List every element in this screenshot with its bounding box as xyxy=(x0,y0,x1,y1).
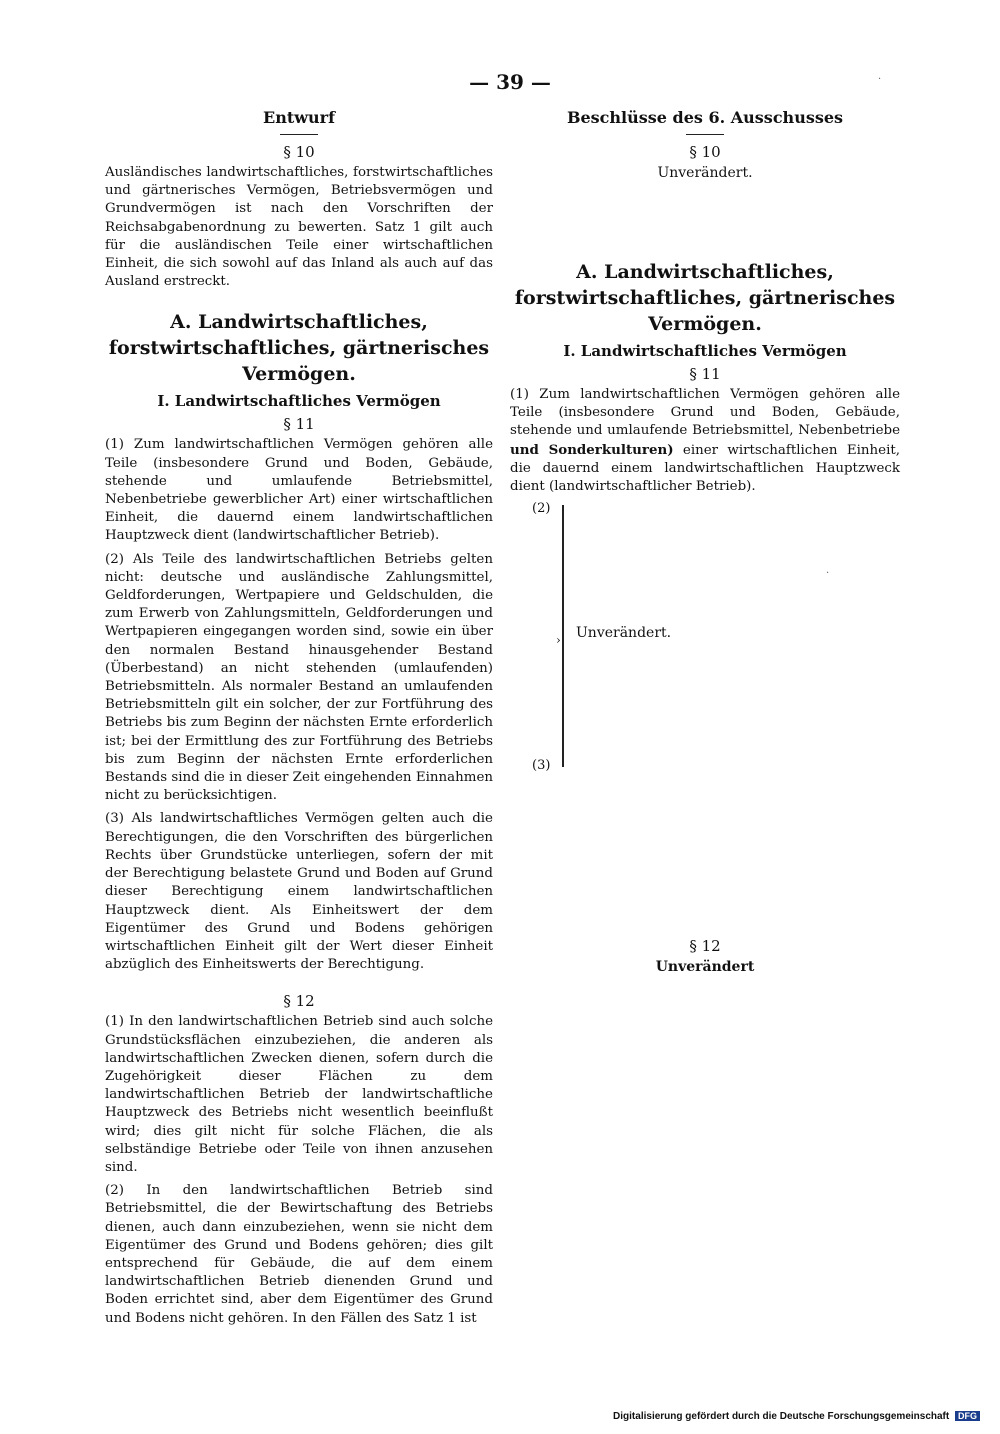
right-s11-paragraph-1 xyxy=(510,386,900,496)
footer-text: Digitalisierung gefördert durch die Deutsche Forschungsgemeinschaft xyxy=(613,1411,950,1422)
right-column-committee xyxy=(510,105,900,977)
left-s10-heading: § 10 xyxy=(283,143,315,161)
title-rule xyxy=(280,134,318,135)
left-s11-paragraph-2: (2) Als Teile des landwirtschaftlichen Betriebs gelten nicht: deutsche und ausländische Zahlungsmittel, Geldforderungen, Wertpapiere und Geldschulden, die zum Erwerb von Zahlungsmitteln, Geldforderungen und Wertpapieren eingegangen worden sind, sowie ein über den normalen Bestand hinausgehender Bestand (Überbestand) an nicht stehenden (umlaufenden) Betriebsmitteln. Als normaler Bestand an umlaufenden Betriebsmitteln gilt ein solcher, der zur Fortführung des Betriebs bis zum Beginn der nächsten Ernte erforderlich ist; bei der Ermittlung des zur Fortführung des Betriebs bis zum Beginn der nächsten Ernte erforderlichen Bestands sind die in dieser Zeit eingehenden Einnahmen nicht zu berücksichtigen. xyxy=(105,551,493,804)
right-s11-heading: § 11 xyxy=(689,365,721,383)
bracket-label-3: (3) xyxy=(532,758,551,774)
right-s10-heading: § 10 xyxy=(689,143,721,161)
unchanged-bracket xyxy=(510,501,900,773)
scan-dot: · xyxy=(826,568,830,579)
right-s12-text: Unverändert xyxy=(655,959,755,976)
right-column-title: Beschlüsse des 6. Ausschusses xyxy=(566,108,844,127)
left-section-i-heading: I. Landwirtschaftliches Vermögen xyxy=(157,392,441,411)
right-s10-text: Unverändert. xyxy=(657,165,753,181)
brace-tip-icon: › xyxy=(556,633,561,648)
left-s11-heading: § 11 xyxy=(283,415,315,434)
bracket-unchanged-text: Unverändert. xyxy=(576,625,672,642)
title-rule xyxy=(686,134,724,135)
footer-credit xyxy=(613,1411,980,1422)
left-s10-text: Ausländisches landwirtschaftliches, forstwirtschaftliches und gärtnerisches Vermögen, Betriebsvermögen und Grundvermögen ist nach den Vorschriften der Reichsabgabenordnung zu bewerten. Satz 1 gilt auch für die ausländischen Teile einer wirtschaftlichen Einheit, die sich sowohl auf das Inland als auch auf das Ausland erstreckt. xyxy=(105,165,493,290)
right-s12-heading: § 12 xyxy=(689,937,721,956)
page-number: — 39 — xyxy=(469,70,551,94)
brace-line xyxy=(562,505,564,767)
right-section-i-heading: I. Landwirtschaftliches Vermögen xyxy=(563,342,847,360)
dfg-logo: DFG xyxy=(955,1411,980,1421)
left-column-draft xyxy=(105,105,493,1333)
left-section-a-heading: A. Landwirtschaftliches, forstwirtschaftliches, gärtnerisches Vermögen. xyxy=(108,311,490,386)
scan-dot: · xyxy=(878,74,882,85)
right-s11-text-b: einer wirtschaftlichen Einheit, die dauernd einem landwirtschaftlichen Hauptzweck dient (landwirtschaftlicher Betrieb). xyxy=(510,442,900,495)
left-s11-paragraph-1: (1) Zum landwirtschaftlichen Vermögen gehören alle Teile (insbesondere Grund und Boden, Gebäude, stehende und umlaufende Betriebsmittel, Nebenbetriebe gewerblicher Art) einer wirtschaftlichen Einheit, die dauernd einem landwirtschaftlichen Hauptzweck dient (landwirtschaftlicher Betrieb). xyxy=(105,437,493,544)
left-column-title: Entwurf xyxy=(263,108,335,127)
bracket-label-2: (2) xyxy=(532,501,551,517)
left-s12-heading: § 12 xyxy=(283,992,315,1011)
left-s12-paragraph-1: (1) In den landwirtschaftlichen Betrieb sind auch solche Grundstücksflächen einzubeziehen, die anderen als landwirtschaftlichen Zwecken dienen, sofern durch die Zugehörigkeit dieser Flächen zu dem landwirtschaftlichen Betrieb der landwirtschaftliche Hauptzweck des Betriebs nicht wesentlich beeinflußt wird; dies gilt nicht für solche Flächen, die als selbständige Betriebe oder Teile von ihnen anzusehen sind. xyxy=(105,1014,493,1175)
left-s12-paragraph-2: (2) In den landwirtschaftlichen Betrieb sind Betriebsmittel, die der Bewirtschaftung des Betriebs dienen, auch dann einzubeziehen, wenn sie nicht dem Eigentümer des Grund und Bodens gehören; dies gilt entsprechend für Gebäude, die auf dem einem landwirtschaftlichen Betrieb dienenden Grund und Boden errichtet sind, aber dem Eigentümer des Grund und Bodens nicht gehören. In den Fällen des Satz 1 ist xyxy=(105,1183,493,1326)
right-s11-text-a: (1) Zum landwirtschaftlichen Vermögen gehören alle Teile (insbesondere Grund und Boden, Gebäude, stehende und umlaufende Betriebsmittel, Nebenbetriebe xyxy=(510,387,900,439)
right-section-a-heading: A. Landwirtschaftliches, forstwirtschaftliches, gärtnerisches Vermögen. xyxy=(514,261,896,335)
left-s11-paragraph-3: (3) Als landwirtschaftliches Vermögen gelten auch die Berechtigungen, die den Vorschriften des bürgerlichen Rechts über Grundstücke unterliegen, sofern der mit der Berechtigung belastete Grund und Boden auf Grund dieser Berechtigung einem landwirtschaftlichen Hauptzweck dient. Als Einheitswert der dem Eigentümer des Grund und Bodens gehörigen wirtschaftlichen Einheit gilt der Wert dieser Einheit abzüglich des Einheitswerts der Berechtigung. xyxy=(105,811,493,973)
right-s11-text-bold: und Sonderkulturen) xyxy=(510,441,674,458)
